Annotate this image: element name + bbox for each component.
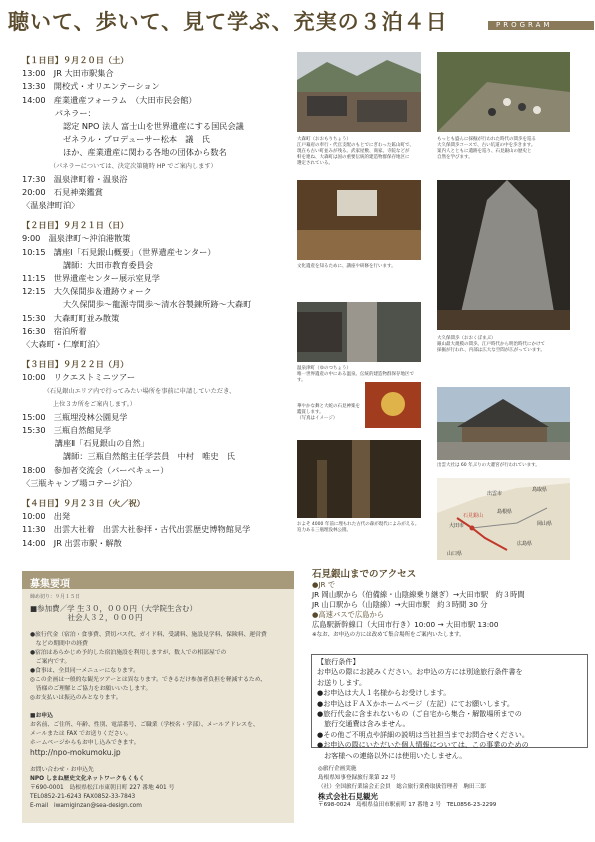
schedule-line: 18:00 参加者交流会（バーベキュー） bbox=[22, 464, 169, 475]
access-line: ●高速バスで広島から bbox=[312, 610, 385, 619]
schedule-line: 上位３カ所をご案内します。） bbox=[22, 400, 136, 408]
photo-yunotsu bbox=[297, 302, 421, 362]
application-line bbox=[30, 757, 267, 766]
organizer-line: 島根県知事登録旅行業第 22 号 bbox=[318, 775, 396, 781]
access-details bbox=[312, 580, 525, 640]
schedule-line: 大久保間歩～龍源寺間歩～清水谷製錬所跡～大森町 bbox=[22, 299, 252, 310]
schedule-line: 11:30 出雲大社着 出雲大社参拝・古代出雲歴史博物館見学 bbox=[22, 524, 251, 535]
schedule-line: 認定 NPO 法人 富士山を世界遺産にする国民会議 bbox=[22, 120, 244, 131]
photo-yunotsu-svg bbox=[297, 302, 421, 362]
caption-buried-forest: およそ 4000 年前に埋もれた古代の森が現代によみがえる。 迫力ある三瓶埋没林公園。 bbox=[297, 522, 420, 533]
schedule-line: 10:15 講座Ⅰ「石見銀山概要」（世界遺産センター） bbox=[22, 246, 216, 257]
application-line: メールまたは FAX でお送りください。 bbox=[30, 731, 132, 737]
access-line: ●JR で bbox=[312, 580, 336, 589]
application-line: ご案内です。 bbox=[30, 659, 71, 665]
schedule-line: 10:00 リクエストミニツアー bbox=[22, 372, 136, 383]
schedule-line: パネラー： bbox=[22, 107, 96, 118]
application-line: http://npo-mokumoku.jp bbox=[30, 748, 121, 757]
photo-mabu-walk bbox=[437, 52, 570, 132]
conditions-line: お送りします。 bbox=[317, 677, 367, 687]
photo-mabu-inside-svg bbox=[437, 180, 570, 330]
caption-izumo: 出雲大社は 60 年ぶりの大遷宮が行われています。 bbox=[437, 463, 540, 468]
application-line: ■お申込 bbox=[30, 713, 53, 719]
application-line: 〒690-0001 島根県松江市東朝日町 227 番地 401 号 bbox=[30, 785, 175, 791]
access-title: 石見銀山までのアクセス bbox=[312, 569, 417, 580]
conditions-line: お客様への連絡以外には使用いたしません。 bbox=[317, 750, 467, 760]
access-line: JR 岡山駅から（伯備線・山陰線乗り継ぎ）→大田市駅 約３時間 bbox=[312, 590, 525, 599]
map-label-oda: 大田市 bbox=[449, 523, 465, 529]
schedule-day-heading: 【２日目】９月２１日（日） bbox=[22, 220, 129, 231]
schedule-line: 12:15 大久保間歩＆遺跡ウォーク bbox=[22, 286, 152, 297]
schedule-line: 〈温泉津町泊〉 bbox=[22, 200, 80, 211]
schedule-line: 講座Ⅱ「石見銀山の自然」 bbox=[22, 438, 149, 449]
schedule bbox=[22, 54, 251, 550]
conditions-line: ●その他ご不明点や詳細の説明は当社担当までお問合せください。 bbox=[317, 729, 529, 739]
application-line: お問い合わせ・お申込先 bbox=[30, 767, 94, 773]
schedule-day-heading: 【３日目】９月２２日（月） bbox=[22, 359, 129, 370]
conditions-line: 旅行交通費は含みません。 bbox=[317, 719, 410, 729]
map-label-okayama: 岡山県 bbox=[537, 521, 553, 527]
schedule-line: 講師：大田市教育委員会 bbox=[22, 259, 154, 270]
access-map-svg bbox=[437, 478, 570, 560]
conditions-line: 【旅行条件】 bbox=[317, 657, 360, 666]
organizer-line: （社）全国旅行業協会正会員 総合旅行業務取扱管理者 駒田三郎 bbox=[318, 784, 486, 790]
application-line: E-mail iwamiginzan@sea-design.com bbox=[30, 803, 142, 809]
application-line: ◎お支払いは振込のみとなります。 bbox=[30, 695, 122, 701]
access-map bbox=[437, 478, 570, 560]
photo-buried-forest bbox=[297, 440, 421, 518]
application-details bbox=[30, 604, 267, 811]
photo-izumo-taisha-svg bbox=[437, 387, 570, 460]
application-line: ●宿泊はあらかじめ予約した宿泊施設を利用しますが、数人での相部屋での bbox=[30, 650, 227, 656]
schedule-day-heading: 【４日目】９月２３日（火／祝） bbox=[22, 498, 145, 508]
photo-kagura bbox=[365, 382, 421, 428]
schedule-line: ゼネラル・プロデューサー松本 議 氏 bbox=[22, 134, 210, 145]
schedule-line: 9:00 温泉津町～沖泊港散策 bbox=[22, 233, 131, 244]
conditions-line: ●お申込は大人１名様からお受けします。 bbox=[317, 688, 451, 698]
photo-omori-town bbox=[297, 52, 421, 132]
application-line: 社会人３２，０００円 bbox=[30, 613, 143, 622]
schedule-line: 〈三瓶キャンプ場コテージ泊〉 bbox=[22, 477, 137, 488]
caption-omori: 大森町（おおもりちょう） 江戸幕府の奉行・代官支配のもとでにぎわった鉱山町で、 現在も古い町並みが残る。武家屋敷、商家、寺院などが 軒を連ね、大森町は国の重要伝統的建造物群保存地区に 選定されている。 bbox=[297, 137, 414, 166]
schedule-line: 15:00 三瓶埋没林公園見学 bbox=[22, 411, 128, 422]
organizer-details bbox=[318, 765, 496, 810]
application-line: TEL0852-21-6243 FAX0852-33-7843 bbox=[30, 794, 136, 800]
conditions-line: お申込の際にお読みください。お申込の方には別途旅行条件書を bbox=[317, 667, 523, 677]
map-label-yamaguchi: 山口県 bbox=[447, 551, 463, 557]
application-line: ホームページからもお申し込みできます。 bbox=[30, 740, 140, 746]
schedule-line: ほか、産業遺産に関わる各地の団体から数名 bbox=[22, 147, 227, 158]
application-line: ●食事は、全員同一メニューになります。 bbox=[30, 668, 139, 674]
photo-lecture bbox=[297, 180, 421, 260]
schedule-line: 〈大森町・仁摩町泊〉 bbox=[22, 338, 104, 349]
application-line bbox=[30, 622, 267, 631]
schedule-line: 16:30 宿泊所着 bbox=[22, 325, 87, 336]
schedule-line: 14:00 産業遺産フォーラム （大田市民会館） bbox=[22, 94, 197, 105]
schedule-line: （石見銀山エリア内で行ってみたい場所を事前に申請していただき、 bbox=[22, 387, 236, 395]
access-line: JR 山口駅から（山陰線）→大田市駅 約３時間 30 分 bbox=[312, 600, 488, 609]
schedule-line: 14:00 JR 出雲市駅・解散 bbox=[22, 537, 122, 548]
photo-izumo-taisha bbox=[437, 387, 570, 460]
schedule-line: 13:00 JR 大田市駅集合 bbox=[22, 68, 114, 79]
access-line: 広島駅新幹線口（大田市行き）10:00 → 大田市駅 13:00 bbox=[312, 620, 499, 629]
organizer-line: ◎旅行企画実施 bbox=[318, 766, 357, 772]
application-line: 皆様のご理解とご協力をお願いいたします。 bbox=[30, 686, 152, 692]
program-label: PROGRAM bbox=[496, 21, 553, 29]
application-deadline: 締め切り：９月１５日 bbox=[30, 594, 81, 600]
photo-omori-town-svg bbox=[297, 52, 421, 132]
photo-buried-forest-svg bbox=[297, 440, 421, 518]
application-line: などの期間中の経費 bbox=[30, 641, 88, 647]
organizer-line: 〒698-0024 島根県益田市駅前町 17 番地 2 号 TEL0856-23-2299 bbox=[318, 802, 497, 808]
page-title: 聴いて、歩いて、見て学ぶ、充実の３泊４日 bbox=[8, 10, 448, 34]
schedule-line: 15:30 三瓶自然館見学 bbox=[22, 425, 112, 436]
schedule-line: 20:00 石見神楽鑑賞 bbox=[22, 186, 103, 197]
conditions-details bbox=[317, 657, 529, 761]
application-title: 募集要項 bbox=[30, 579, 70, 590]
caption-yunotsu: 温泉津町（ゆのつちょう） 唯一世界遺産の中にある温泉。伝統的建造物群保存地区です。 bbox=[297, 366, 414, 383]
schedule-line: 15:30 大森町町並み散策 bbox=[22, 312, 120, 323]
conditions-line: ●旅行代金に含まれないもの（ご自宅から集合・解散場所までの bbox=[317, 708, 522, 718]
application-line bbox=[30, 703, 267, 712]
schedule-day-heading: 【１日目】９月２０日（土） bbox=[22, 55, 129, 65]
photo-mabu-inside bbox=[437, 180, 570, 330]
photo-lecture-svg bbox=[297, 180, 421, 260]
application-line: ■参加費／学 生３０，０００円（大学院生含む） bbox=[30, 604, 197, 613]
schedule-line: 講師：三瓶自然館主任学芸員 中村 唯史 氏 bbox=[22, 451, 235, 462]
application-line: お名前、ご住所、年齢、性別、電話番号、ご職業（学校名・学部）、メールアドレスを、 bbox=[30, 722, 259, 728]
application-line: ●旅行代金（宿泊・食事費、貸切バス代、ガイド料、受講料、施設見学料、保険料、運営費 bbox=[30, 632, 267, 638]
application-line: ◎この企画は一般的な観光ツアーとは異なります。できるだけ参加者負担を軽減するため、 bbox=[30, 677, 267, 683]
schedule-line: 11:15 世界遺産センター展示室見学 bbox=[22, 273, 160, 283]
schedule-line: 13:30 開校式・オリエンテーション bbox=[22, 81, 160, 92]
map-label-izumo: 出雲市 bbox=[487, 491, 503, 497]
application-line: NPO しまね歴史文化ネットワークもくもく bbox=[30, 776, 145, 782]
photo-mabu-walk-svg bbox=[437, 52, 570, 132]
map-label-ginzan: 石見銀山 bbox=[463, 513, 484, 519]
schedule-line: 10:00 出発 bbox=[22, 511, 71, 522]
schedule-line bbox=[22, 212, 251, 219]
photo-kagura-svg bbox=[365, 382, 421, 428]
schedule-line bbox=[22, 351, 251, 358]
conditions-line: ●お申込の際にいただいた個人情報については、この事業のための bbox=[317, 740, 529, 750]
schedule-line: 17:30 温泉津町着・温泉浴 bbox=[22, 173, 128, 184]
caption-mabu-inside: 大久保間歩（おおくぼまぶ） 銀山最大規模の間歩。江戸時代から明治時代にかけて 採掘が行われ、内部は広大な空間が広がっています。 bbox=[437, 336, 545, 353]
conditions-line: ●お申込はＦＡＸかホームページ（左記）にてお願いします。 bbox=[317, 698, 515, 708]
map-label-tottori: 鳥取県 bbox=[532, 487, 548, 493]
caption-mabu-walk: もっとも盛んに採掘が行われた時代の間歩を巡る 大久保間歩コースで、古い坑道の中を歩きます。 案内人とともに遺跡を巡り、石見銀山の歴史と 自然を学びます。 bbox=[437, 137, 536, 160]
organizer-line: 株式会社石見観光 bbox=[318, 792, 378, 801]
schedule-line: （パネラーについては、決定次第随時 HP でご案内します） bbox=[22, 162, 217, 170]
map-label-hiroshima: 広島県 bbox=[517, 541, 533, 547]
access-line: ※なお、お申込の方には改めて集合場所をご案内いたします。 bbox=[312, 632, 465, 638]
caption-lecture: 文化遺産を知るために、講座や研修を行います。 bbox=[297, 264, 396, 269]
schedule-line bbox=[22, 490, 251, 497]
caption-kagura: 華やかな舞と大蛇の石見神楽を鑑賞します。 （写真はイメージ） bbox=[297, 404, 360, 421]
map-label-shimane: 島根県 bbox=[497, 509, 513, 515]
